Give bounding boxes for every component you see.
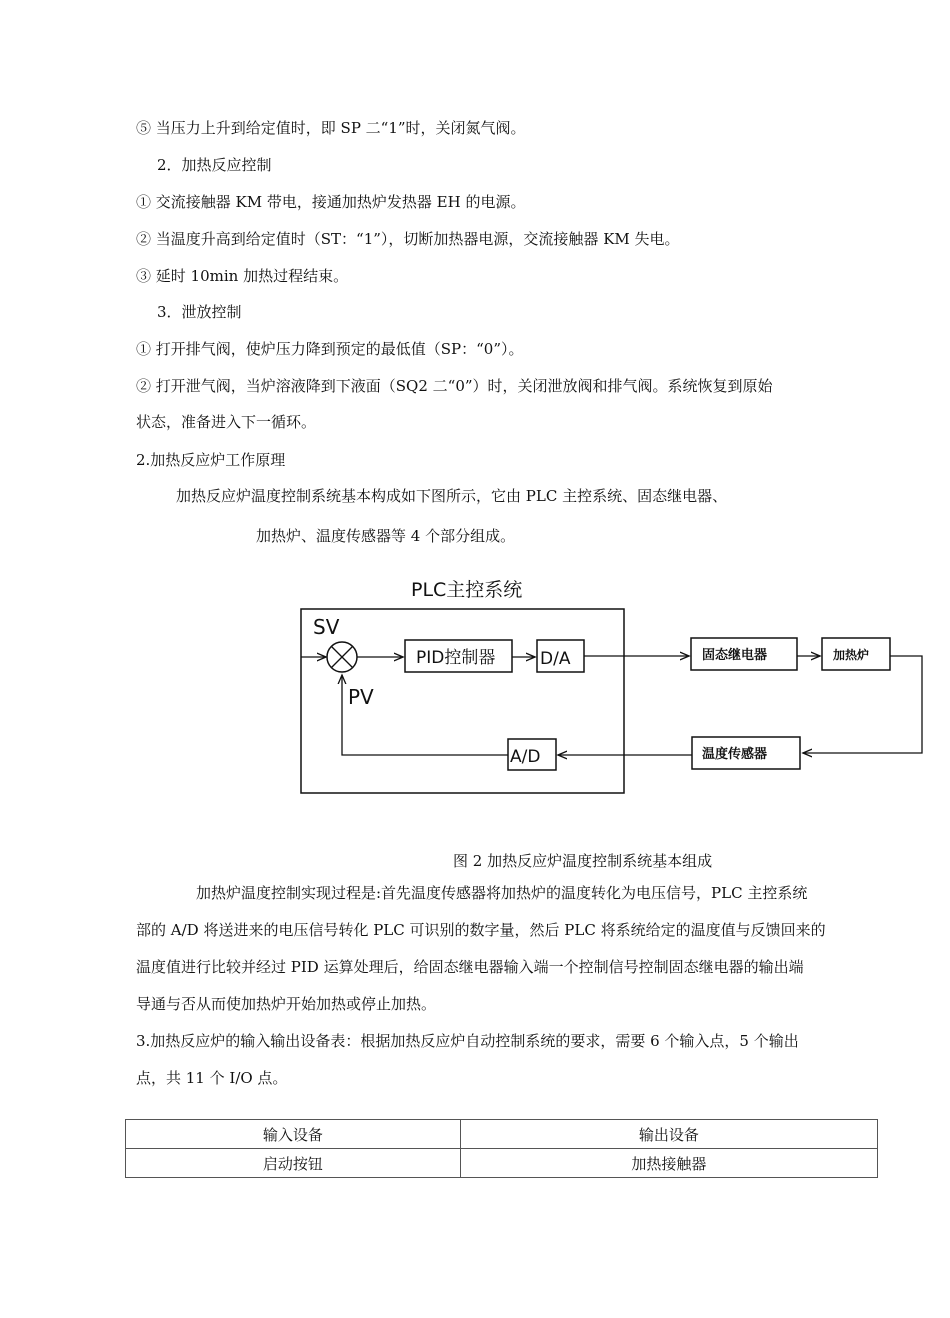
figure-caption: 图 2 加热反应炉温度控制系统基本组成 xyxy=(453,852,713,870)
text-line: ③ 延时 10min 加热过程结束。 xyxy=(136,267,349,285)
text-line: 3.加热反应炉的输入输出设备表：根据加热反应炉自动控制系统的要求，需要 6 个输入点，5 个输出 xyxy=(136,1032,799,1050)
text-line: 部的 A/D 将送进来的电压信号转化 PLC 可识别的数字量，然后 PLC 将系统给定的温度值与反馈回来的 xyxy=(136,921,826,939)
text-line: 加热炉温度控制实现过程是:首先温度传感器将加热炉的温度转化为电压信号，PLC 主控系统 xyxy=(196,884,808,902)
table-header-cell: 输出设备 xyxy=(460,1120,877,1149)
sv-label: SV xyxy=(313,615,340,639)
section-heading: 2.加热反应炉工作原理 xyxy=(136,451,286,469)
text-line: ② 当温度升高到给定值时（ST：“1”），切断加热器电源，交流接触器 KM 失电。 xyxy=(136,230,680,248)
table-header-row xyxy=(126,1120,878,1149)
table-cell: 加热接触器 xyxy=(460,1149,877,1178)
text-line: ⑤ 当压力上升到给定值时，即 SP 二“1”时，关闭氮气阀。 xyxy=(136,119,526,137)
sensor-label: 温度传感器 xyxy=(702,747,768,762)
text-line: 点，共 11 个 I/O 点。 xyxy=(136,1069,288,1087)
text-line: ② 打开泄气阀，当炉溶液降到下液面（SQ2 二“0”）时，关闭泄放阀和排气阀。系统恢复到原始 xyxy=(136,377,773,395)
text-line: 加热反应炉温度控制系统基本构成如下图所示，它由 PLC 主控系统、固态继电器、 xyxy=(176,487,728,505)
section-heading: 2．加热反应控制 xyxy=(157,156,272,174)
text-line: 状态，准备进入下一循环。 xyxy=(136,413,317,431)
table-cell: 启动按钮 xyxy=(126,1149,461,1178)
table-row xyxy=(126,1149,878,1178)
section-heading: 3．泄放控制 xyxy=(157,303,242,321)
ad-label: A/D xyxy=(510,747,541,767)
pv-label: PV xyxy=(348,685,374,709)
text-line: ① 交流接触器 KM 带电，接通加热炉发热器 EH 的电源。 xyxy=(136,193,526,211)
table-header-cell: 输入设备 xyxy=(126,1120,461,1149)
text-line: 加热炉、温度传感器等 4 个部分组成。 xyxy=(256,527,516,545)
text-line: 导通与否从而使加热炉开始加热或停止加热。 xyxy=(136,995,437,1013)
pid-label: PID控制器 xyxy=(416,648,496,668)
io-device-table xyxy=(125,1119,878,1178)
plc-title: PLC主控系统 xyxy=(411,579,523,601)
ssr-label: 固态继电器 xyxy=(702,648,768,663)
text-line: 温度值进行比较并经过 PID 运算处理后，给固态继电器输入端一个控制信号控制固态继电器的输出端 xyxy=(136,958,804,976)
text-line: ① 打开排气阀，使炉压力降到预定的最低值（SP：“0”）。 xyxy=(136,340,524,358)
furnace-label: 加热炉 xyxy=(833,648,870,662)
da-label: D/A xyxy=(540,649,571,669)
